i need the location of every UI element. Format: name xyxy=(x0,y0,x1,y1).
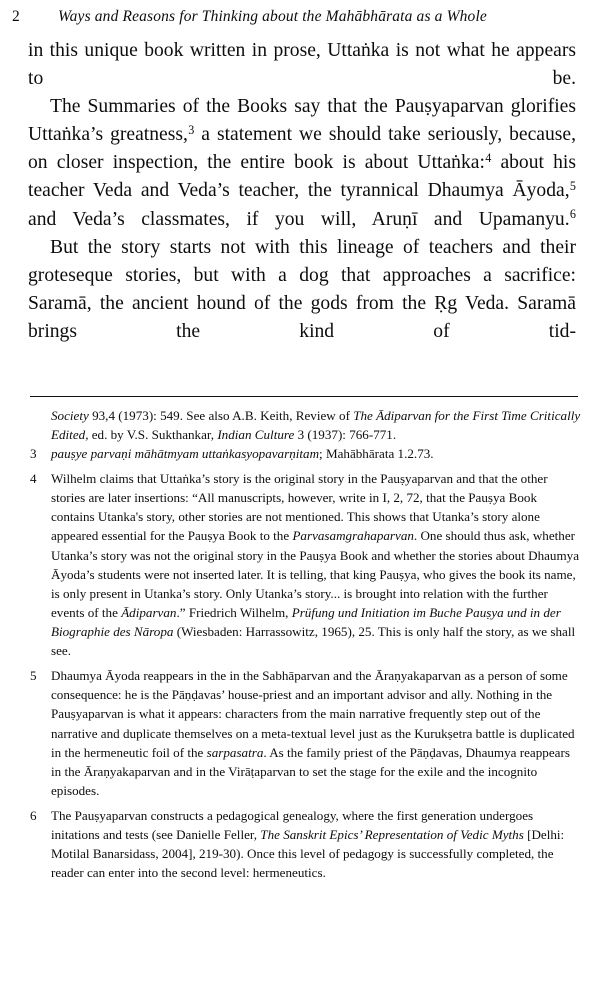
text-run: 3 (1937): 766-771. xyxy=(294,427,397,443)
footnotes-block xyxy=(30,406,582,882)
italic-run: The Ādiparvan for the First Time Critically Edited xyxy=(51,408,581,443)
text-run: and Veda’s classmates, if you will, Aruṇī and Upamanyu. xyxy=(28,208,570,230)
footnote-marker[interactable]: 6 xyxy=(569,207,576,222)
body-text-column xyxy=(28,37,576,346)
text-run: about his teacher Veda and Veda’s teacher, the tyrannical Dhaumya Āyoda, xyxy=(28,152,576,202)
footnote-number: 6 xyxy=(30,807,37,823)
footnote-number: 5 xyxy=(30,668,37,684)
italic-run: Indian Culture xyxy=(217,427,295,443)
footnote-marker[interactable]: 4 xyxy=(485,151,492,166)
text-run: . One should thus ask, whether Utanka’s story was not the original story in the Pauṣya Book and whether the stories about Dhaumya Āyoda’s students were not inserted later. It is telling, that king Pauṣya, who gives the book its name, is only present in Utanka’s story. Only Utanka’s story... is brought into relation with the further events of the xyxy=(51,528,580,621)
footnote-text xyxy=(51,471,579,658)
text-run: , ed. by V.S. Sukthankar, xyxy=(85,427,218,443)
footnote-marker[interactable]: 5 xyxy=(569,179,576,194)
text-run: 93,4 (1973): 549. See also A.B. Keith, Review of xyxy=(88,408,354,423)
text-run: .” Friedrich Wilhelm, xyxy=(176,605,292,621)
paragraph-continued: in this unique book written in prose, Uttaṅka is not what he appears to be. xyxy=(28,40,576,90)
italic-run: Society xyxy=(51,408,89,423)
italic-run: The Sanskrit Epics’ Representation of Vedic Myths xyxy=(260,826,524,842)
footnote-separator-rule xyxy=(30,396,578,397)
page-number: 2 xyxy=(12,8,20,25)
footnote-item xyxy=(30,444,582,463)
italic-run: Ādiparvan xyxy=(121,605,177,621)
footnote-continuation xyxy=(30,406,582,444)
text-run: [Delhi: Motilal Banarsidass, 2004], 219-30). Once this level of pedagogy is successfully completed, the reader can enter into the second level: hermeneutics. xyxy=(51,826,565,881)
text-run: Dhaumya Āyoda reappears in the in the Sabhāparvan and the Āraṇyakaparvan as a person of some consequence: he is the Pāṇḍavas’ house-priest and an important advisor and ally. Nothing in the Pauṣyaparvan is what it appears: characters from the main narrative frequently step out of the narrative and duplicate themselves on a meta-textual level just as the Kurukṣetra battle is duplicated in the hermeneutic foil of the xyxy=(51,668,575,760)
italic-run: pauṣye parvaṇi māhātmyam uttaṅkasyopavarṇitam xyxy=(51,446,320,462)
footnote-text xyxy=(51,668,575,798)
footnote-text xyxy=(51,446,434,461)
italic-run: Prüfung und Initiation im Buche Pauṣya und in der Biographie des Nāropa xyxy=(51,605,561,640)
running-head-title: Ways and Reasons for Thinking about the Mahābhārata as a Whole xyxy=(58,8,487,25)
text-run: . As the family priest of the Pāṇḍavas, Dhaumya reappears in the Āraṇyakaparvan and in the Virāṭaparvan to set the stage for the exile and the incognito episodes. xyxy=(51,744,570,798)
running-header xyxy=(0,8,600,30)
footnote-item xyxy=(30,666,582,800)
text-run: a statement we should take seriously, because, on closer inspection, the entire book is about Uttaṅka: xyxy=(28,124,576,174)
paragraph-story: But the story starts not with this lineage of teachers and their groteseque stories, but with a dog that approaches a sacrifice: Saramā, the ancient hound of the gods from the Ṛg Veda. Saramā brings the kind of tid- xyxy=(28,236,576,342)
text-run: (Wiesbaden: Harrassowitz, 1965), 25. This is only half the story, as we shall see. xyxy=(51,624,576,659)
footnote-marker[interactable]: 3 xyxy=(188,122,195,137)
text-run: The Summaries of the Books say that the Pauṣyaparvan glorifies Uttaṅka’s greatness, xyxy=(28,96,576,146)
footnote-item xyxy=(30,469,582,661)
footnote-number: 3 xyxy=(30,446,37,462)
text-run: ; Mahābhārata 1.2.73. xyxy=(319,446,434,462)
paragraph-summaries xyxy=(28,93,576,233)
italic-run: Parvasamgrahaparvan xyxy=(292,528,414,544)
footnote-number: 4 xyxy=(30,470,37,486)
italic-run: sarpasatra xyxy=(206,744,264,760)
footnote-item xyxy=(30,806,582,883)
text-run: The Pauṣyaparvan constructs a pedagogical genealogy, where the first generation undergoes initations and tests (see Danielle Feller, xyxy=(51,807,534,842)
text-run: Wilhelm claims that Uttaṅka’s story is the original story in the Pauṣyaparvan and that the other stories are later insertions: “All manuscripts, however, write in I, 2, 72, that the Pauṣya Book contains Utanka's story, other stories are not mentioned. This shows that Utanka’s story alone appeared essential for the Pauṣya Book to the xyxy=(51,470,548,544)
footnote-text xyxy=(51,808,564,880)
